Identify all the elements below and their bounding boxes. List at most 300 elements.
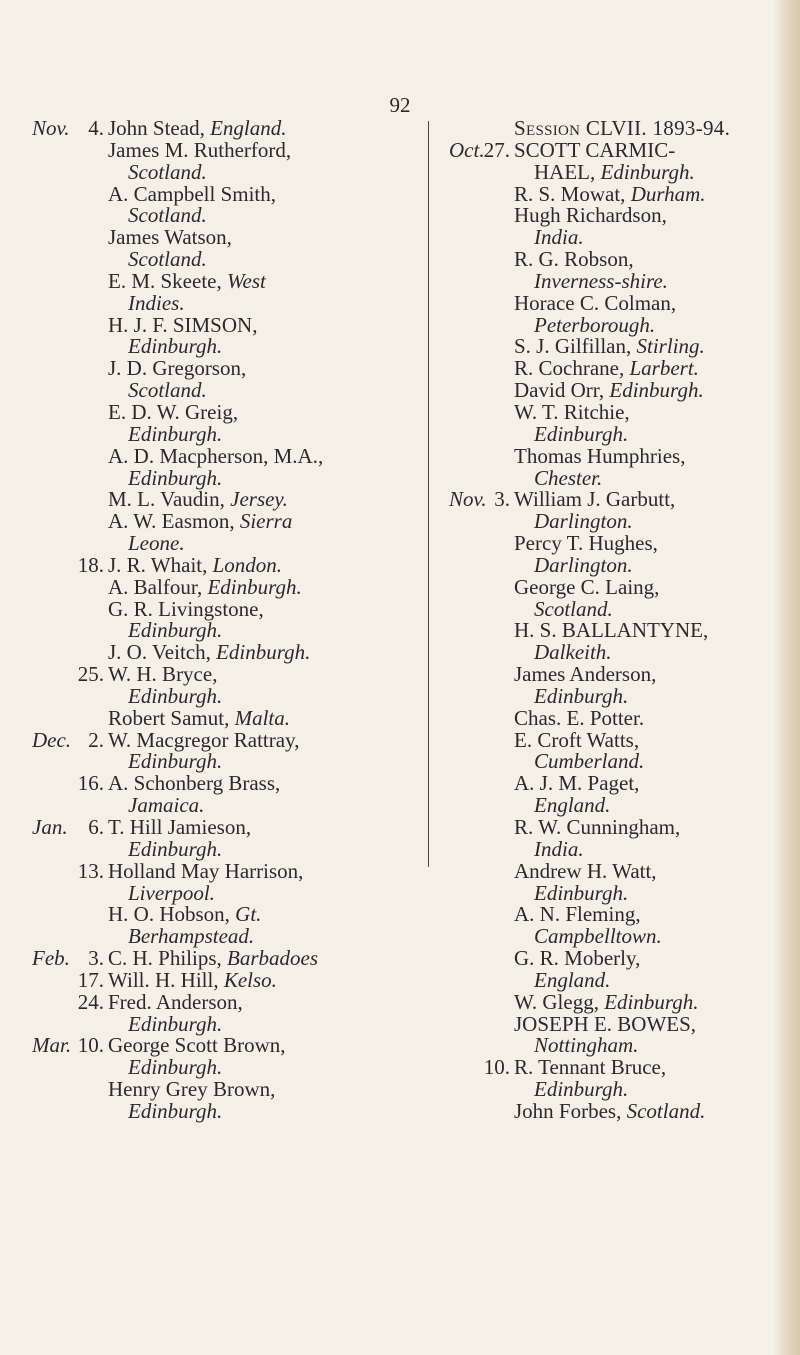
entry-month [449, 424, 479, 446]
entry-day [479, 118, 514, 140]
entry-day [479, 599, 514, 621]
entry-day: 16. [77, 771, 104, 796]
member-place: Jersey. [230, 487, 288, 512]
entry-day [72, 904, 108, 926]
register-entry-line [32, 773, 400, 795]
member-place: Leone. [128, 531, 185, 556]
entry-day [72, 686, 108, 708]
entry-text [108, 858, 400, 883]
entry-text [514, 1011, 779, 1036]
register-entry-line [32, 948, 400, 970]
entry-month [449, 227, 479, 249]
register-entry-line [449, 948, 779, 970]
entry-month [32, 468, 72, 490]
entry-text [514, 290, 779, 315]
register-entry-line [32, 795, 400, 817]
member-place: Barbadoes [227, 946, 319, 971]
entry-day [479, 664, 514, 686]
entry-day [72, 620, 108, 642]
member-name: W. Macgregor Rattray, [108, 727, 300, 752]
entry-day [479, 708, 514, 730]
entry-text [514, 137, 779, 162]
entry-month [32, 315, 72, 337]
member-name: John Stead, [108, 116, 211, 140]
entry-day [72, 293, 108, 315]
entry-month: Nov. [32, 116, 70, 140]
member-place: Edinburgh. [609, 378, 704, 403]
entry-month [449, 162, 479, 184]
session-heading [449, 118, 779, 140]
member-place: Edinburgh. [600, 159, 695, 184]
entry-day [479, 948, 514, 970]
entry-day: 3. [494, 487, 510, 512]
entry-text [514, 989, 779, 1014]
register-entry-line [32, 836, 400, 861]
entry-month [449, 970, 479, 992]
entry-month: Nov. [449, 487, 487, 512]
register-entry-line [449, 620, 779, 642]
entry-day [479, 620, 514, 642]
entry-text [108, 773, 400, 795]
entry-month [449, 642, 479, 664]
entry-month [32, 1101, 72, 1123]
entry-month [449, 861, 479, 883]
register-entry-line [32, 858, 400, 883]
entry-text [108, 249, 400, 271]
member-place: Edinburgh. [128, 421, 223, 446]
entry-day [479, 686, 514, 708]
member-place: Kelso. [223, 967, 277, 992]
entry-day [72, 227, 108, 249]
entry-text [514, 926, 779, 948]
member-place: England. [534, 793, 611, 818]
entry-month [449, 1079, 479, 1101]
entry-month [449, 992, 479, 1014]
entry-day [479, 293, 514, 315]
entry-text [514, 205, 779, 227]
member-place: Scotland. [534, 596, 613, 621]
entry-day [479, 162, 514, 184]
entry-month [32, 839, 72, 861]
entry-day [479, 970, 514, 992]
register-entry-line [449, 1098, 779, 1123]
entry-day [72, 839, 108, 861]
entry-month [449, 402, 479, 424]
entry-day: 2. [88, 727, 104, 752]
entry-month [32, 1079, 72, 1101]
register-entry-line [32, 967, 400, 992]
entry-month [449, 315, 479, 337]
member-place: England. [534, 967, 611, 992]
entry-month [449, 336, 479, 358]
register-entry-line [32, 489, 400, 511]
entry-text [108, 1098, 400, 1123]
entry-day [72, 1014, 108, 1036]
entry-text [108, 795, 400, 817]
entry-text [514, 904, 779, 926]
entry-day [479, 904, 514, 926]
member-place: Edinburgh. [604, 989, 699, 1014]
register-entry-line [32, 443, 400, 468]
register-entry-line [32, 620, 400, 642]
entry-month [449, 751, 479, 773]
register-entry-line [32, 1098, 400, 1123]
entry-day: 3. [88, 946, 104, 971]
register-entry-line [32, 727, 400, 752]
member-place: Liverpool. [128, 880, 215, 905]
entry-text [514, 836, 779, 861]
member-place: Gt. [235, 902, 262, 927]
entry-month: Oct. [449, 137, 485, 162]
register-entry-line [449, 443, 779, 468]
entry-month: Jan. [32, 815, 68, 839]
entry-month [449, 577, 479, 599]
member-name: Henry Grey Brown, [108, 1077, 276, 1102]
entry-text [108, 268, 400, 293]
member-name: A. Balfour, [108, 574, 208, 599]
entry-month [449, 446, 479, 468]
member-place: Inverness-shire. [534, 268, 668, 293]
entry-month [449, 555, 479, 577]
session-title: Session CLVII. 1893-94. [514, 116, 731, 140]
entry-day: 17. [77, 967, 104, 992]
entry-text [108, 489, 400, 511]
entry-month [449, 249, 479, 271]
entry-text [108, 181, 400, 206]
entry-month [32, 205, 72, 227]
member-place: London. [212, 552, 283, 577]
member-name: E. Croft Watts, [514, 727, 640, 752]
entry-day [72, 1079, 108, 1101]
entry-text [108, 227, 400, 249]
member-place: Campbelltown. [534, 924, 662, 949]
entry-month [32, 1014, 72, 1036]
entry-day [479, 1014, 514, 1036]
register-entry-line [32, 227, 400, 249]
entry-text [514, 118, 779, 140]
entry-day [72, 205, 108, 227]
entry-month [449, 620, 479, 642]
entry-text [514, 336, 779, 358]
entry-month [32, 664, 72, 686]
entry-day: 18. [77, 552, 104, 577]
entry-text [514, 1098, 779, 1123]
entry-day [479, 468, 514, 490]
entry-month [449, 686, 479, 708]
entry-text [108, 880, 400, 905]
entry-text [514, 574, 779, 599]
entry-day [479, 1101, 514, 1123]
member-place: Edinburgh. [216, 640, 311, 665]
entry-day: 4. [88, 116, 104, 140]
member-name: Will. H. Hill, [108, 967, 224, 992]
entry-month [449, 1101, 479, 1123]
register-entry-line [449, 227, 779, 249]
entry-day [72, 511, 108, 533]
register-entry-line [449, 967, 779, 992]
entry-day [72, 140, 108, 162]
entry-day [72, 446, 108, 468]
register-entry-line [449, 489, 779, 511]
entry-day [479, 577, 514, 599]
member-name: A. Campbell Smith, [108, 181, 276, 206]
entry-text [108, 399, 400, 424]
member-name: H. J. F. SIMSON, [108, 312, 258, 337]
member-place: Chester. [534, 465, 603, 490]
member-place: Edinburgh. [534, 880, 629, 905]
entry-text [108, 205, 400, 227]
entry-text [514, 465, 779, 490]
register-entry-line [32, 596, 400, 621]
entry-text [514, 795, 779, 817]
member-place: Scotland. [626, 1098, 706, 1123]
member-name: George Scott Brown, [108, 1033, 286, 1058]
entry-day [479, 315, 514, 337]
member-name: W. Glegg, [514, 989, 605, 1014]
member-name: James Watson, [108, 225, 232, 250]
entry-day [72, 358, 108, 380]
entry-text [108, 817, 400, 839]
register-entry-line [32, 1057, 400, 1079]
entry-text [108, 574, 400, 599]
member-name: Holland May Harrison, [108, 858, 304, 883]
entry-month [449, 511, 479, 533]
register-entry-line [449, 795, 779, 817]
member-place: Larbert. [629, 356, 699, 381]
member-place: Edinburgh. [128, 1098, 223, 1123]
register-entry-line [32, 683, 400, 708]
entry-text [514, 880, 779, 905]
member-place: Scotland. [128, 159, 207, 184]
register-entry-line [32, 159, 400, 184]
entry-text [514, 817, 779, 839]
register-entry-line [32, 1035, 400, 1057]
entry-day [72, 162, 108, 184]
entry-text [108, 926, 400, 948]
member-place: Malta. [234, 705, 290, 730]
entry-month [32, 533, 72, 555]
entry-text [514, 181, 779, 206]
entry-text [514, 620, 779, 642]
register-entry-line [32, 465, 400, 490]
member-place: Darlington. [534, 552, 633, 577]
member-name: Thomas Humphries, [514, 443, 686, 468]
member-name: James Anderson, [514, 662, 657, 687]
entry-day [479, 751, 514, 773]
entry-day [479, 402, 514, 424]
entry-text [514, 705, 779, 730]
entry-month [32, 402, 72, 424]
register-entry-line [449, 465, 779, 490]
entry-text [514, 533, 779, 555]
member-name: W. H. Bryce, [108, 662, 218, 687]
register-entry-line [32, 574, 400, 599]
register-entry-line [449, 312, 779, 337]
entry-text [514, 421, 779, 446]
member-name: David Orr, [514, 378, 610, 403]
entry-text [108, 443, 400, 468]
entry-month [32, 904, 72, 926]
entry-text [108, 836, 400, 861]
register-entry-line [449, 705, 779, 730]
member-place: Nottingham. [534, 1033, 639, 1058]
register-entry-line [449, 904, 779, 926]
member-name: John Forbes, [514, 1098, 627, 1123]
register-entry-line [449, 683, 779, 708]
entry-text [108, 312, 400, 337]
entry-month [32, 227, 72, 249]
member-name: J. D. Gregorson, [108, 356, 247, 381]
member-place: Edinburgh. [128, 1055, 223, 1080]
entry-text [108, 552, 400, 577]
entry-day [72, 708, 108, 730]
register-entry-line [449, 1079, 779, 1101]
entry-day [72, 577, 108, 599]
entry-text [514, 858, 779, 883]
entry-month [449, 839, 479, 861]
entry-day [479, 511, 514, 533]
member-name: H. S. BALLANTYNE, [514, 618, 709, 643]
member-name: A. D. Macpherson, M.A., [108, 443, 324, 468]
entry-month [32, 577, 72, 599]
entry-text [108, 1079, 400, 1101]
entry-day [72, 883, 108, 905]
entry-day [479, 1035, 514, 1057]
entry-day [479, 446, 514, 468]
member-place: Edinburgh. [207, 574, 302, 599]
entry-text [108, 1057, 400, 1079]
member-name: R. G. Robson, [514, 247, 634, 272]
entry-month [32, 1057, 72, 1079]
entry-text [514, 967, 779, 992]
entry-text [108, 1011, 400, 1036]
entry-text [108, 380, 400, 402]
entry-day [72, 468, 108, 490]
entry-month [449, 380, 479, 402]
entry-text [514, 159, 779, 184]
entry-text [514, 312, 779, 337]
entry-day [479, 533, 514, 555]
register-entry-line [449, 727, 779, 752]
member-place: Edinburgh. [128, 1011, 223, 1036]
entry-day [479, 883, 514, 905]
entry-text [514, 727, 779, 752]
register-entry-line [449, 596, 779, 621]
member-place: Scotland. [128, 247, 207, 272]
entry-day [479, 817, 514, 839]
register-entry-line [32, 249, 400, 271]
entry-text [108, 533, 400, 555]
entry-text [514, 1057, 779, 1079]
entry-month [32, 184, 72, 206]
member-name: A. Schonberg Brass, [108, 771, 281, 796]
entry-text [108, 511, 400, 533]
member-place: Jamaica. [128, 793, 205, 818]
left-column [32, 118, 400, 1123]
register-entry-line [32, 751, 400, 773]
entry-text [514, 227, 779, 249]
entry-month [32, 336, 72, 358]
register-entry-line [32, 336, 400, 358]
entry-month [32, 926, 72, 948]
member-name: A. N. Fleming, [514, 902, 641, 927]
entry-month [449, 948, 479, 970]
entry-text [108, 421, 400, 446]
entry-month [32, 599, 72, 621]
register-entry-line [449, 159, 779, 184]
entry-month [32, 751, 72, 773]
entry-day [72, 402, 108, 424]
member-name: E. D. W. Greig, [108, 399, 239, 424]
member-place: Sierra [239, 509, 293, 534]
entry-day: 24. [77, 989, 104, 1014]
register-entry-line [32, 358, 400, 380]
member-place: Durham. [630, 181, 706, 206]
member-place: England. [210, 116, 287, 140]
member-name: R. S. Mowat, [514, 181, 631, 206]
entry-text [108, 137, 400, 162]
entry-day [72, 599, 108, 621]
member-name: Percy T. Hughes, [514, 531, 658, 556]
register-entry-line [32, 533, 400, 555]
entry-month [449, 1014, 479, 1036]
entry-day [72, 1057, 108, 1079]
register-entry-line [32, 118, 400, 140]
register-entry-line [449, 926, 779, 948]
register-entry-line [32, 1079, 400, 1101]
member-name: Horace C. Colman, [514, 290, 677, 315]
entry-day [72, 1101, 108, 1123]
entry-month [32, 555, 72, 577]
entry-day [72, 642, 108, 664]
register-entry-line [32, 312, 400, 337]
member-place: Edinburgh. [128, 749, 223, 774]
member-place: Scotland. [128, 203, 207, 228]
register-entry-line [32, 989, 400, 1014]
member-place: Edinburgh. [534, 421, 629, 446]
entry-day [479, 642, 514, 664]
entry-month [32, 380, 72, 402]
register-entry-line [32, 511, 400, 533]
register-entry-line [449, 421, 779, 446]
entry-month [32, 620, 72, 642]
member-place: Edinburgh. [128, 836, 223, 861]
register-entry-line [449, 858, 779, 883]
entry-month [449, 184, 479, 206]
entry-text [514, 642, 779, 664]
entry-text [108, 358, 400, 380]
member-place: Peterborough. [534, 312, 656, 337]
entry-day [72, 533, 108, 555]
column-divider [428, 121, 429, 867]
entry-day [72, 751, 108, 773]
member-name: William J. Garbutt, [514, 487, 676, 512]
entry-month [449, 708, 479, 730]
entry-day [479, 336, 514, 358]
entry-text [108, 336, 400, 358]
entry-month [32, 162, 72, 184]
entry-text [108, 620, 400, 642]
member-place: Stirling. [636, 334, 705, 359]
member-name: A. J. M. Paget, [514, 771, 640, 796]
entry-day [479, 380, 514, 402]
register-entry-line [449, 205, 779, 227]
entry-day [479, 184, 514, 206]
register-entry-line [32, 880, 400, 905]
register-entry-line [449, 336, 779, 358]
member-name: George C. Laing, [514, 574, 660, 599]
entry-month [449, 817, 479, 839]
